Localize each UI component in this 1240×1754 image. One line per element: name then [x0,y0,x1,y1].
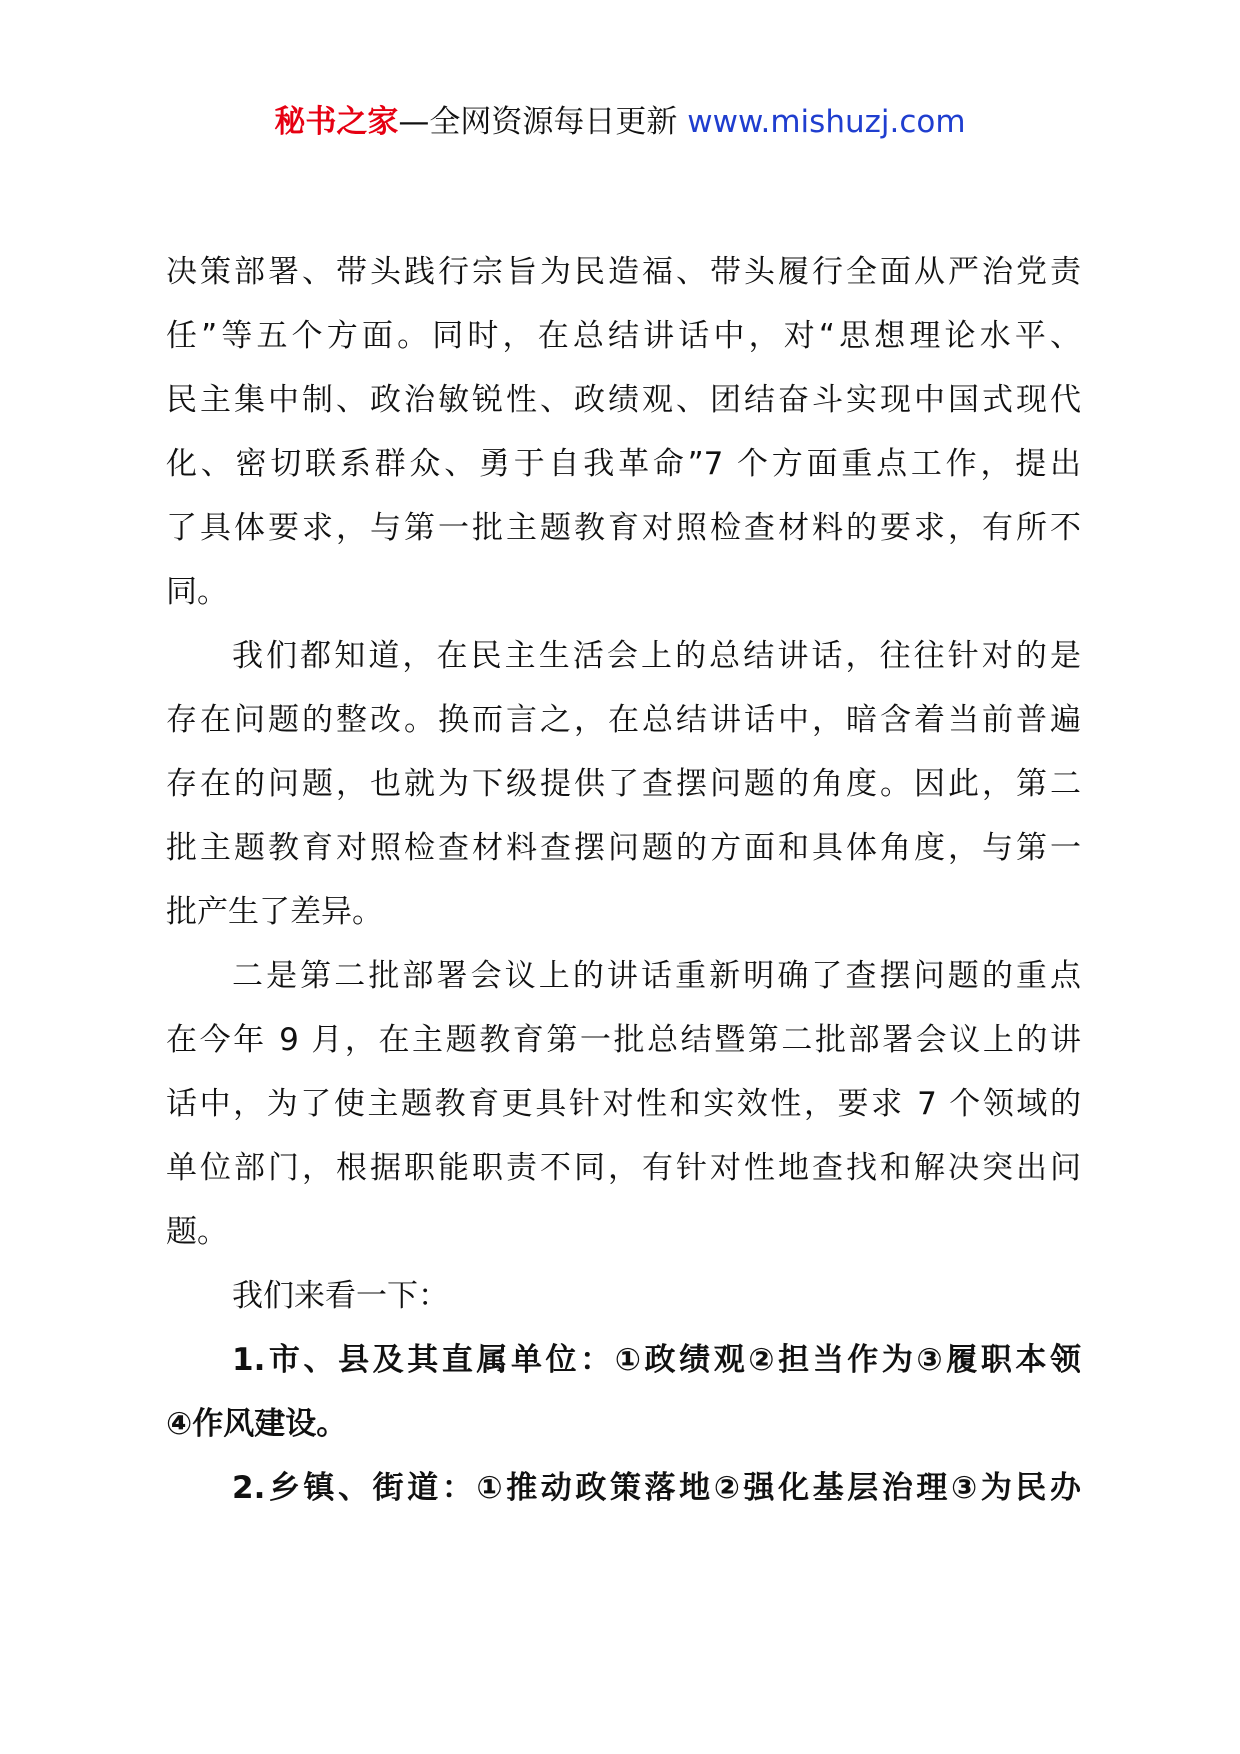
body-line: 了具体要求，与第一批主题教育对照检查材料的要求，有所不 [166,510,1081,546]
body-line: 批主题教育对照检查材料查摆问题的方面和具体角度，与第一 [166,830,1081,866]
body-line: 题。 [166,1214,228,1250]
site-header [0,100,1240,144]
site-brand: 秘书之家 [274,104,399,140]
body-line: 任”等五个方面。同时，在总结讲话中，对“思想理论水平、 [166,318,1081,354]
body-line: 二是第二批部署会议上的讲话重新明确了查摆问题的重点 [232,958,1081,994]
body-line: 化、密切联系群众、勇于自我革命”7 个方面重点工作，提出 [166,446,1081,482]
body-line-bold: 1.市、县及其直属单位：①政绩观②担当作为③履职本领 [232,1342,1081,1378]
body-line-bold: 2.乡镇、街道：①推动政策落地②强化基层治理③为民办 [232,1470,1081,1506]
body-line: 话中，为了使主题教育更具针对性和实效性，要求 7 个领域的 [166,1086,1081,1122]
site-url-link[interactable]: www.mishuzj.com [687,104,966,140]
body-line: 同。 [166,574,228,610]
body-line: 单位部门，根据职能职责不同，有针对性地查找和解决突出问 [166,1150,1081,1186]
body-line: 存在问题的整改。换而言之，在总结讲话中，暗含着当前普遍 [166,702,1081,738]
body-line-bold: ④作风建设。 [166,1406,348,1442]
body-line: 决策部署、带头践行宗旨为民造福、带头履行全面从严治党责 [166,254,1081,290]
body-line: 存在的问题，也就为下级提供了查摆问题的角度。因此，第二 [166,766,1081,802]
document-body [166,240,1081,1520]
body-line: 我们来看一下： [232,1278,449,1314]
body-line: 在今年 9 月，在主题教育第一批总结暨第二批部署会议上的讲 [166,1022,1081,1058]
site-tagline: —全网资源每日更新 [398,104,688,140]
body-line: 民主集中制、政治敏锐性、政绩观、团结奋斗实现中国式现代 [166,382,1081,418]
body-line: 批产生了差异。 [166,894,383,930]
body-line: 我们都知道，在民主生活会上的总结讲话，往往针对的是 [232,638,1081,674]
